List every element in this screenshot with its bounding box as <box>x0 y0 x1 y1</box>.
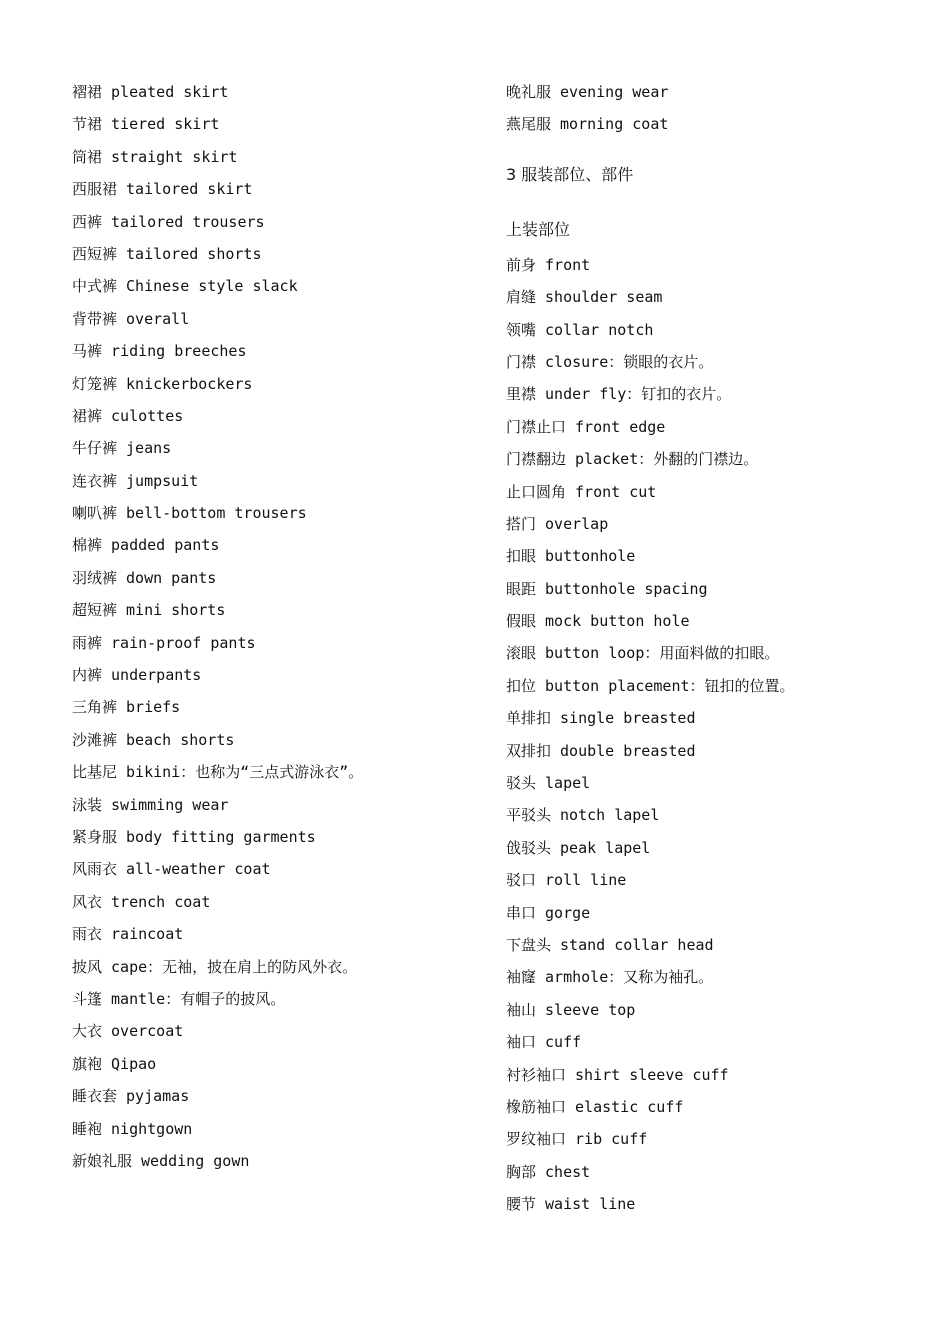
glossary-entry: 扣眼 buttonhole <box>506 547 636 566</box>
glossary-entry: 袖窿 armhole：又称为袖孔。 <box>506 968 714 987</box>
glossary-entry: 超短裤 mini shorts <box>72 601 226 620</box>
glossary-entry: 大衣 overcoat <box>72 1022 184 1041</box>
glossary-entry: 西短裤 tailored shorts <box>72 244 262 263</box>
glossary-entry: 连衣裤 jumpsuit <box>72 471 199 490</box>
glossary-entry: 戗驳头 peak lapel <box>506 838 651 857</box>
glossary-entry: 罗纹袖口 rib cuff <box>506 1130 648 1149</box>
glossary-entry: 晚礼服 evening wear <box>506 83 669 101</box>
glossary-entry: 旗袍 Qipao <box>72 1054 157 1073</box>
glossary-entry: 腰节 waist line <box>506 1195 636 1214</box>
glossary-entry: 风衣 trench coat <box>72 892 211 911</box>
glossary-entry: 衬衫袖口 shirt sleeve cuff <box>506 1065 729 1084</box>
subsection-heading: 上装部位 <box>506 219 571 239</box>
glossary-entry: 三角裤 briefs <box>72 698 181 717</box>
glossary-entry: 串口 gorge <box>506 903 591 922</box>
glossary-entry: 喇叭裤 bell-bottom trousers <box>72 504 307 523</box>
glossary-entry: 前身 front <box>506 255 591 274</box>
glossary-entry: 袖山 sleeve top <box>506 1000 636 1019</box>
glossary-entry: 假眼 mock button hole <box>506 612 690 631</box>
glossary-entry: 止口圆角 front cut <box>506 482 657 501</box>
right-column-bottom-list <box>506 253 906 1225</box>
glossary-entry: 眼距 buttonhole spacing <box>506 579 708 598</box>
glossary-entry: 睡袍 nightgown <box>72 1119 193 1138</box>
glossary-entry: 西服裙 tailored skirt <box>72 180 253 199</box>
glossary-entry: 比基尼 bikini：也称为“三点式游泳衣”。 <box>72 763 364 782</box>
glossary-entry: 肩缝 shoulder seam <box>506 288 663 307</box>
left-column <box>72 80 472 1181</box>
glossary-entry: 节裙 tiered skirt <box>72 115 220 134</box>
glossary-entry: 西裤 tailored trousers <box>72 212 265 231</box>
glossary-entry: 羽绒裤 down pants <box>72 568 217 587</box>
glossary-entry: 袖口 cuff <box>506 1033 582 1052</box>
glossary-entry: 牛仔裤 jeans <box>72 439 172 458</box>
section-heading: 3 服装部位、部件 <box>506 164 634 184</box>
glossary-entry: 裙裤 culottes <box>72 406 184 425</box>
glossary-entry: 斗篷 mantle：有帽子的披风。 <box>72 989 286 1008</box>
glossary-entry: 门襟止口 front edge <box>506 417 666 436</box>
glossary-entry: 滚眼 button loop：用面料做的扣眼。 <box>506 644 780 663</box>
glossary-entry: 灯笼裤 knickerbockers <box>72 374 253 393</box>
glossary-entry: 里襟 under fly：钉扣的衣片。 <box>506 385 732 404</box>
glossary-entry: 扣位 button placement：钮扣的位置。 <box>506 676 795 695</box>
glossary-entry: 下盘头 stand collar head <box>506 935 714 954</box>
glossary-entry: 橡筋袖口 elastic cuff <box>506 1097 684 1116</box>
glossary-entry: 褶裙 pleated skirt <box>72 83 229 101</box>
glossary-entry: 双排扣 double breasted <box>506 741 696 760</box>
glossary-entry: 单排扣 single breasted <box>506 709 696 728</box>
glossary-entry: 胸部 chest <box>506 1162 591 1181</box>
glossary-entry: 雨裤 rain-proof pants <box>72 633 256 652</box>
glossary-entry: 沙滩裤 beach shorts <box>72 730 235 749</box>
glossary-entry: 背带裤 overall <box>72 309 190 328</box>
right-column <box>506 80 906 1225</box>
glossary-entry: 泳装 swimming wear <box>72 795 229 814</box>
glossary-entry: 新娘礼服 wedding gown <box>72 1151 250 1170</box>
glossary-entry: 门襟翻边 placket：外翻的门襟边。 <box>506 450 759 469</box>
glossary-entry: 燕尾服 morning coat <box>506 115 669 134</box>
glossary-entry: 雨衣 raincoat <box>72 925 184 944</box>
glossary-entry: 紧身服 body fitting garments <box>72 827 316 846</box>
glossary-entry: 筒裙 straight skirt <box>72 147 238 166</box>
glossary-entry: 内裤 underpants <box>72 666 202 685</box>
glossary-entry: 驳头 lapel <box>506 774 591 793</box>
right-column-top-list <box>506 80 906 145</box>
glossary-entry: 中式裤 Chinese style slack <box>72 277 298 296</box>
glossary-entry: 棉裤 padded pants <box>72 536 220 555</box>
glossary-entry: 领嘴 collar notch <box>506 320 654 339</box>
glossary-entry: 平驳头 notch lapel <box>506 806 660 825</box>
glossary-entry: 披风 cape：无袖，披在肩上的防风外衣。 <box>72 957 358 976</box>
glossary-entry: 门襟 closure：锁眼的衣片。 <box>506 352 714 371</box>
glossary-entry: 搭门 overlap <box>506 514 609 533</box>
glossary-entry: 马裤 riding breeches <box>72 342 247 361</box>
glossary-entry: 驳口 roll line <box>506 871 627 890</box>
glossary-entry: 睡衣套 pyjamas <box>72 1087 190 1106</box>
glossary-entry: 风雨衣 all-weather coat <box>72 860 271 879</box>
